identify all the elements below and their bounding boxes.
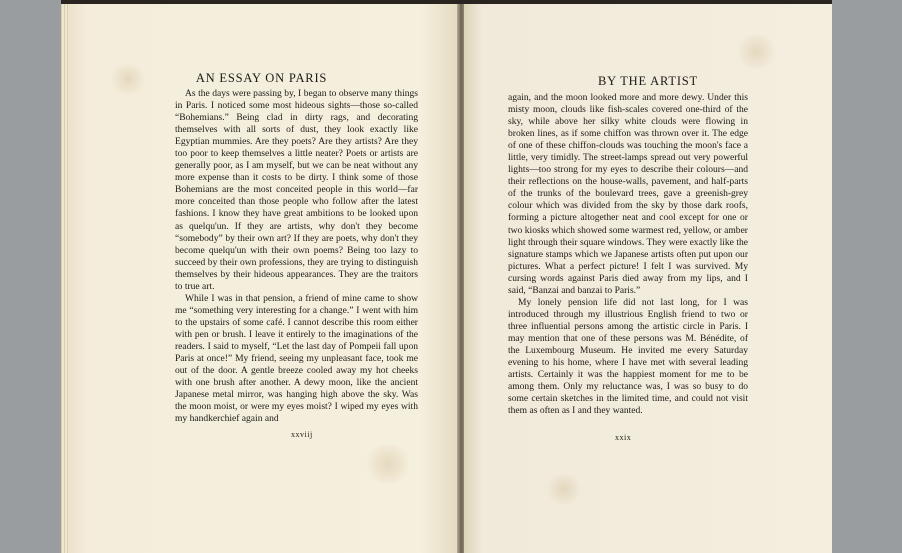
- page-number: xxix: [615, 433, 632, 442]
- right-page: [464, 4, 832, 553]
- page-text: [175, 88, 418, 425]
- page-number: xxviij: [291, 430, 313, 439]
- left-page: [63, 4, 460, 553]
- paragraph: While I was in that pension, a friend of mine came to show me “something very interesting for a change.” I went with him to the upstairs of some café. I cannot describe this room either with pen or brush. I leave it entirely to the imaginations of the readers. I said to myself, “Let the last day of Pompeii fall upon Paris at once!” My friend, seeing my unpleasant face, took me out of the door. A gentle breeze cooled away my hot cheeks with one brush after another. A dewy moon, like the ancient Japanese metal mirror, was hanging high above the sky. Was the moon moist, or were my eyes moist? I wiped my eyes with my handkerchief again and: [175, 292, 418, 425]
- page-edges: [61, 4, 69, 553]
- page-text: [508, 92, 748, 417]
- paragraph: As the days were passing by, I began to observe many things in Paris. I noticed some most hideous sights—those so-called “Bohemians.” Being clad in dirty rags, and decorating themselves with all sorts of dust, they look exactly like Egyptian mummies. Are they poets? Are they artists? Are they too poor to keep themselves a little neater? Poets or artists are generally poor, as I am myself, but we can be neat without any more expense than it costs to be dirty. I think some of those Bohemians are the most conceited people in this world—far more conceited than those people who follow after the latest fashions. I know they have great ambitions to be looked upon as quelqu'un. If they are artists, why don't they become “somebody” by their own art? If they are poets, why don't they become quelqu'un with their own poems? Being too lazy to succeed by their own professions, they are trying to distinguish themselves by their hideous appearances. They are the traitors to true art.: [175, 88, 418, 292]
- paragraph: again, and the moon looked more and more dewy. Under this misty moon, clouds like fish-scales covered one-third of the sky, while above her silky white clouds were flowing in broken lines, as if some chiffon was thrown over it. The edge of one of these chiffon-clouds was touching the moon's face a little, very timidly. The street-lamps spread out very powerful lights—too strong for my eyes to describe their colours—and their reflections on the house-walls, pavement, and half-parts of the trunks of the boulevard trees, gave a greenish-grey colour which was divided from the sky by those dark roofs, forming a picture altogether neat and cool except for one or two kiosks which showed some warmest red, yellow, or amber light through their square windows. They were exactly like the signature stamps which we Japanese artists often put upon our pictures. What a perfect picture! I felt I was survived. My cursing words against Paris died away from my lips, and I said, “Banzai and banzai to Paris.”: [508, 92, 748, 296]
- paper-stain: [363, 444, 413, 484]
- paper-stain: [544, 474, 584, 504]
- paragraph: My lonely pension life did not last long, for I was introduced through my illustrious English friend to two or three influential persons among the artistic circle in Paris. I may mention that one of these persons was M. Bénédite, of the Luxembourg Museum. He invited me every Saturday evening to his home, where I have met with several leading artists. Certainly it was the happiest moment for me to be among them. Only my reluctance was, I was so busy to do some certain sketches in the limited time, and could not visit them as often as I and they wanted.: [508, 296, 748, 417]
- page-heading: BY THE ARTIST: [598, 74, 698, 88]
- page-heading: AN ESSAY ON PARIS: [195, 71, 328, 85]
- paper-stain: [734, 34, 779, 69]
